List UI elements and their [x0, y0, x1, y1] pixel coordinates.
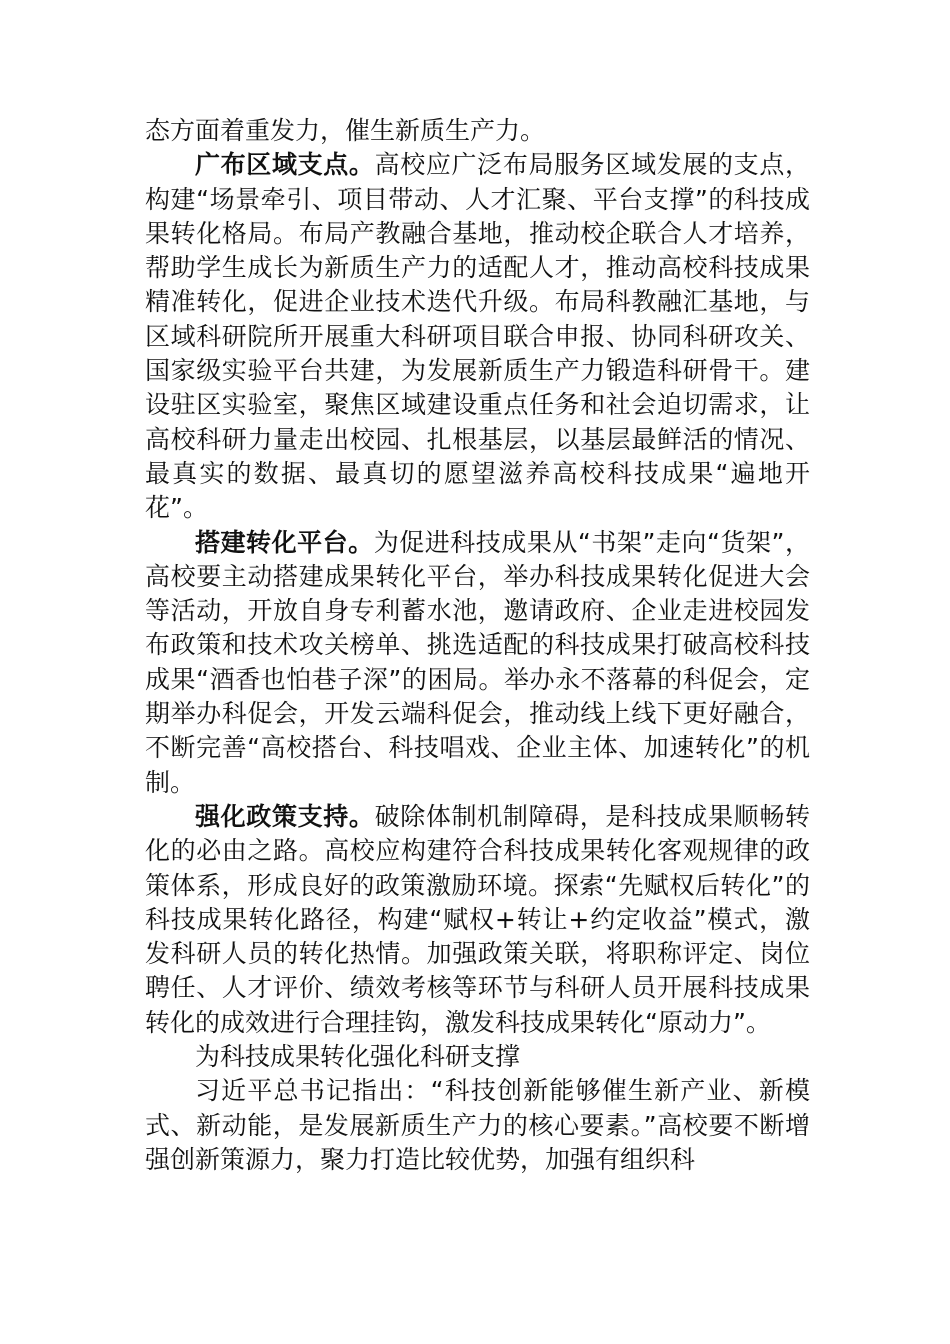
paragraph-innovation — [145, 1074, 810, 1177]
paragraph-continued — [145, 114, 810, 148]
paragraph-text: 破除体制机制障碍，是科技成果顺畅转化的必由之路。高校应构建符合科技成果转化客观规律的政策体系，形成良好的政策激励环境。探索“先赋权后转化”的科技成果转化路径，构建“赋权+转让+约定收益”模式，激发科研人员的转化热情。加强政策关联，将职称评定、岗位聘任、人才评价、绩效考核等环节与科研人员开展科技成果转化的成效进行合理挂钩，激发科技成果转化“原动力”。 — [145, 801, 810, 1037]
section-heading: 为科技成果转化强化科研支撑 — [195, 1042, 521, 1072]
paragraph-text: 为促进科技成果从“书架”走向“货架”，高校要主动搭建成果转化平台，举办科技成果转化促进大会等活动，开放自身专利蓄水池，邀请政府、企业走进校园发布政策和技术攻关榜单、挑选适配的科技成果打破高校科技成果“酒香也怕巷子深”的困局。举办永不落幕的科促会，定期举办科促会，开发云端科促会，推动线上线下更好融合，不断完善“高校搭台、科技唱戏、企业主体、加速转化”的机制。 — [145, 527, 810, 797]
document-page — [145, 114, 810, 1177]
paragraph-lead: 强化政策支持。 — [195, 801, 375, 831]
paragraph-text: 高校应广泛布局服务区域发展的支点，构建“场景牵引、项目带动、人才汇聚、平台支撑”的科技成果转化格局。布局产教融合基地，推动校企联合人才培养，帮助学生成长为新质生产力的适配人才，推动高校科技成果精准转化，促进企业技术迭代升级。布局科教融汇基地，与区域科研院所开展重大科研项目联合申报、协同科研攻关、国家级实验平台共建，为发展新质生产力锻造科研骨干。建设驻区实验室，聚焦区域建设重点任务和社会迫切需求，让高校科研力量走出校园、扎根基层，以基层最鲜活的情况、最真实的数据、最真切的愿望滋养高校科技成果“遍地开花”。 — [145, 150, 810, 523]
paragraph-lead: 搭建转化平台。 — [195, 527, 374, 557]
paragraph-transfer-platform — [145, 526, 810, 800]
paragraph-lead: 广布区域支点。 — [195, 150, 375, 180]
paragraph-regional-support — [145, 148, 810, 525]
paragraph-text: 态方面着重发力，催生新质生产力。 — [145, 116, 546, 145]
paragraph-text: 习近平总书记指出：“科技创新能够催生新产业、新模式、新动能，是发展新质生产力的核心要素。”高校要不断增强创新策源力，聚力打造比较优势，加强有组织科 — [145, 1076, 810, 1174]
paragraph-policy-support — [145, 800, 810, 1040]
